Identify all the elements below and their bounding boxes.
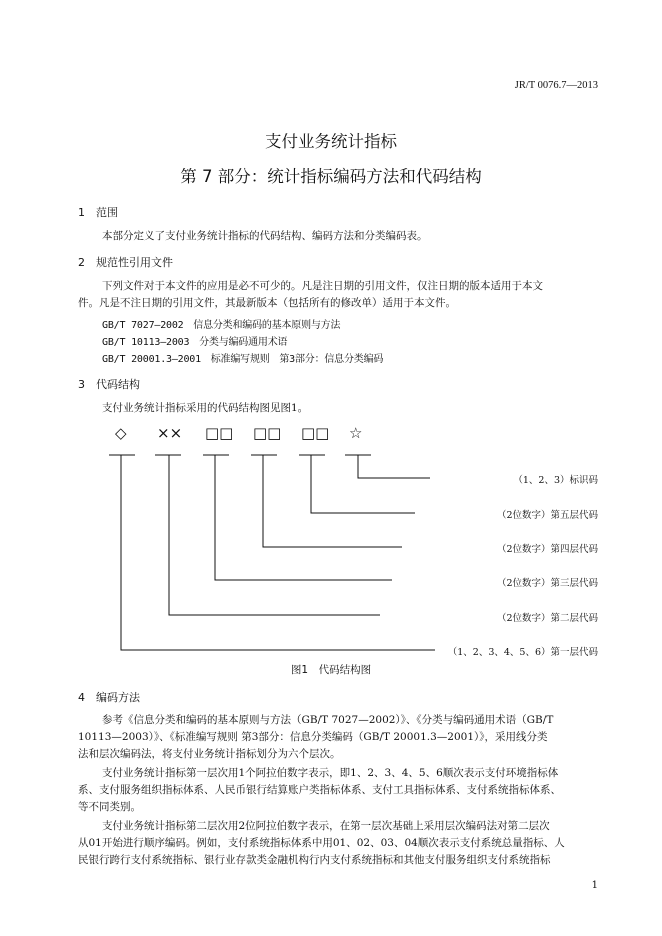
paragraph-line: 10113—2003）》、《标准编写规则 第3部分：信息分类编码（GB/T 20001.3—2001）》，采用线分类 [78,731,548,743]
connector-line [311,455,415,513]
section-2-number: 2 [78,256,85,269]
connector-line [121,455,435,650]
paragraph-line: 支付业务统计指标第二层次用2位阿拉伯数字表示，在第一层次基础上采用层次编码法对第二层次 [102,820,550,832]
section-4-paragraph-3 [78,818,610,869]
section-4-paragraph-2 [78,765,610,816]
section-4-number: 4 [78,691,85,704]
paragraph-line: 参考《信息分类和编码的基本原则与方法（GB/T 7027—2002）》、《分类与编码通用术语（GB/T [102,714,554,726]
connector-line [263,455,402,547]
section-1-number: 1 [78,206,85,219]
star-symbol: ☆ [349,424,363,442]
document-subtitle: 第 7 部分：统计指标编码方法和代码结构 [180,167,482,186]
label-level-2-code: （2位数字）第二层代码 [496,613,598,624]
label-level-4-code: （2位数字）第四层代码 [496,544,598,555]
square-symbol: □□ [301,424,330,442]
figure-caption: 图1 代码结构图 [290,664,372,676]
paragraph-line: 支付业务统计指标第一层次用1个阿拉伯数字表示，即1、2、3、4、5、6顺次表示支付环境指标体 [102,767,559,779]
reference-item: GB/T 20001.3—2001 标准编写规则 第3部分：信息分类编码 [102,354,384,365]
section-3-title: 代码结构 [96,378,140,391]
section-1-title: 范围 [96,206,118,219]
paragraph-line: 法和层次编码法，将支付业务统计指标划分为六个层次。 [78,748,341,760]
square-symbol: □□ [205,424,234,442]
paragraph-line: 民银行跨行支付系统指标、银行业存款类金融机构行内支付系统指标和其他支付服务组织支付系统指标 [78,854,551,866]
section-3-text: 支付业务统计指标采用的代码结构图见图1。 [102,402,309,414]
diamond-symbol: ◇ [115,424,127,442]
reference-item: GB/T 10113—2003 分类与编码通用术语 [102,337,288,348]
section-4-paragraph-1 [78,712,610,763]
connector-line [215,455,392,580]
section-4-heading [78,689,140,705]
label-level-3-code: （2位数字）第三层代码 [496,578,598,589]
square-symbol: □□ [253,424,282,442]
paragraph-line: 从01开始进行顺序编码。例如，支付系统指标体系中用01、02、03、04顺次表示支付系统总量指标、人 [78,837,565,849]
label-level-1-code: （1、2、3、4、5、6）第一层代码 [447,647,598,658]
paragraph-line: 系、支付服务组织指标体系、人民币银行结算账户类指标体系、支付工具指标体系、支付系统指标体系、 [78,784,561,796]
section-4-title: 编码方法 [96,691,140,704]
document-title: 支付业务统计指标 [265,132,397,151]
section-2-line-2: 件。凡是不注日期的引用文件，其最新版本（包括所有的修改单）适用于本文件。 [78,297,456,309]
label-identifier-code: （1、2、3）标识码 [513,475,598,486]
section-2-line-1: 下列文件对于本文件的应用是必不可少的。凡是注日期的引用文件，仅注日期的版本适用于本文 [102,280,543,292]
cross-symbol: ×× [157,424,183,442]
page-number: 1 [591,880,598,891]
label-level-5-code: （2位数字）第五层代码 [496,510,598,521]
section-3-number: 3 [78,378,85,391]
section-1-text: 本部分定义了支付业务统计指标的代码结构、编码方法和分类编码表。 [102,230,428,242]
document-code: JR/T 0076.7—2013 [514,80,598,91]
connector-line [169,455,380,615]
section-2-title: 规范性引用文件 [96,256,173,269]
reference-item: GB/T 7027—2002 信息分类和编码的基本原则与方法 [102,320,341,331]
connector-line [358,455,430,478]
paragraph-line: 等不同类别。 [78,801,141,813]
